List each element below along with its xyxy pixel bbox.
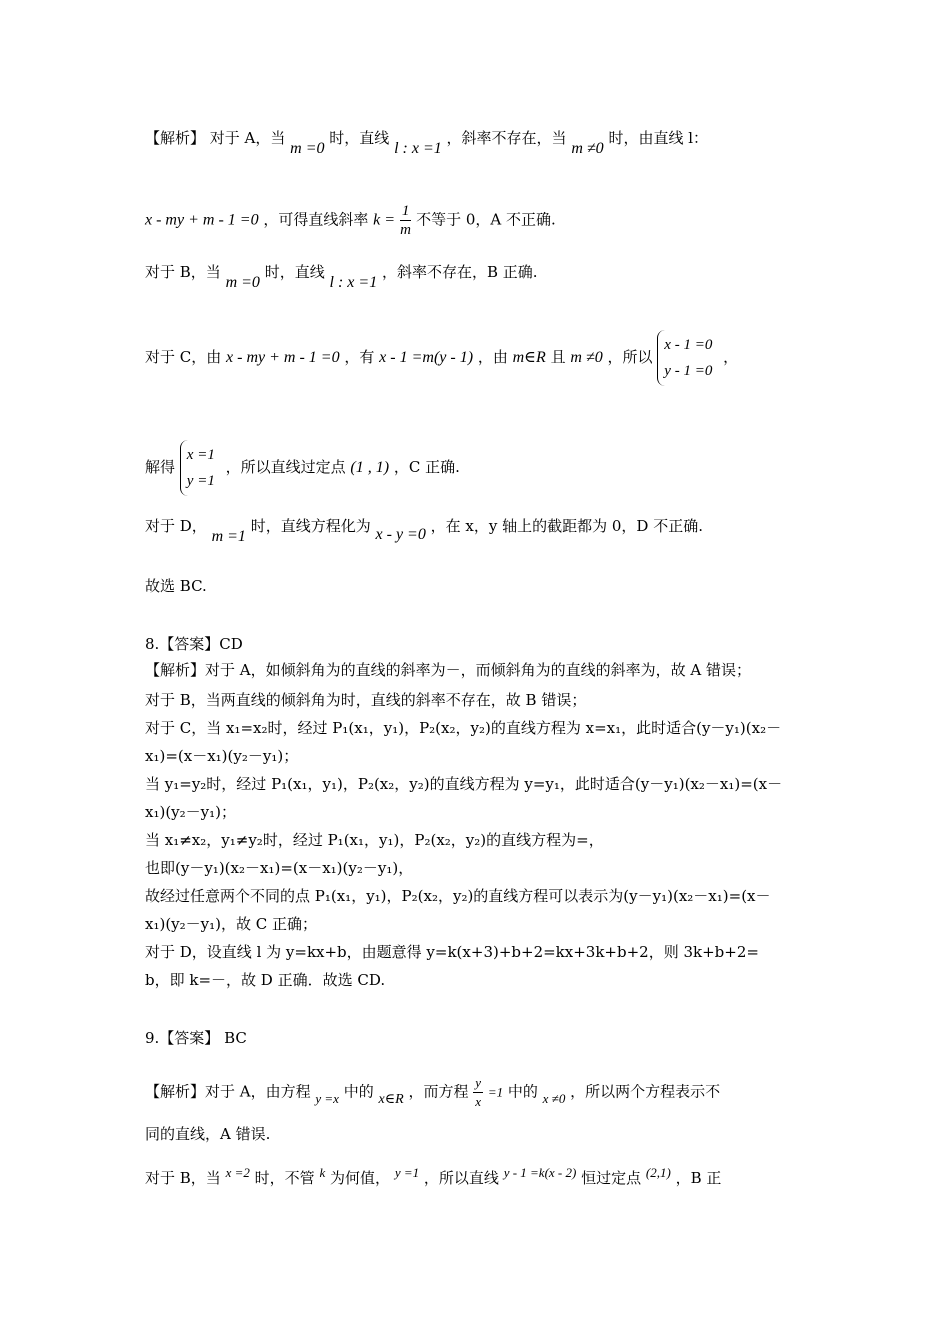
- sec7-line-6: [145, 516, 703, 545]
- text: 为何值，: [330, 1169, 391, 1187]
- math: x =2: [225, 1165, 250, 1180]
- sec8-p2: 对于 B，当两直线的倾斜角为时，直线的斜率不存在，故 B 错误；: [145, 691, 587, 709]
- math: l : x =1: [394, 140, 442, 157]
- text: 不等于 0，A 不正确.: [416, 210, 556, 229]
- text: 中的: [507, 1082, 538, 1101]
- equation: y =1: [186, 473, 215, 489]
- sec8-p7: 当 x₁≠x₂，y₁≠y₂时，经过 P₁(x₁，y₁)，P₂(x₂，y₂)的直线方程为=，: [145, 831, 604, 849]
- text: 时，直线方程化为: [250, 517, 371, 535]
- text: 【解析】对于 A，由方程: [145, 1082, 311, 1101]
- math: m =0: [225, 274, 260, 291]
- sec8-title: 8.【答案】CD: [145, 635, 243, 653]
- sec8-p12: b，即 k=－，故 D 正确．故选 CD.: [145, 971, 386, 989]
- math: x ≠0: [542, 1090, 566, 1106]
- math: y =x: [315, 1090, 339, 1106]
- sec9-line-2: 同的直线，A 错误.: [145, 1125, 271, 1143]
- text: 对于 B，当: [145, 263, 221, 281]
- text: 中的: [343, 1082, 374, 1101]
- equation: x =1: [186, 447, 215, 463]
- text: 且: [550, 348, 566, 366]
- sec7-line-1: [145, 128, 709, 157]
- sec7-line-4: [145, 330, 738, 386]
- text: ，所以直线: [423, 1169, 499, 1187]
- sec8-p11: 对于 D，设直线 l 为 y=kx+b，由题意得 y=k(x+3)+b+2=kx+3k+b+2，则 3k+b+2=: [145, 943, 759, 961]
- equation-system: [657, 330, 718, 386]
- math: =1: [487, 1084, 504, 1100]
- math: k =: [373, 211, 396, 229]
- text: ，斜率不存在，B 正确.: [381, 263, 538, 281]
- sec8-p8: 也即(y－y₁)(x₂－x₁)=(x－x₁)(y₂－y₁)，: [145, 859, 414, 877]
- equation: y - 1 =0: [664, 363, 713, 379]
- text: 【解析】 对于 A，当: [145, 129, 286, 147]
- math: x - y =0: [375, 526, 426, 543]
- math: k: [319, 1165, 326, 1180]
- math: y =1: [394, 1165, 420, 1180]
- text: ，所以: [607, 348, 653, 366]
- text: ，在 x，y 轴上的截距都为 0，D 不正确.: [430, 517, 703, 535]
- math: x - my + m - 1 =0: [226, 349, 340, 366]
- denominator: m: [400, 222, 411, 238]
- sec9-line-1: [145, 1074, 720, 1111]
- math: x - my + m - 1 =0: [145, 211, 259, 229]
- text: 时，不管: [254, 1169, 315, 1187]
- fraction: [400, 202, 412, 239]
- numerator: y: [473, 1074, 483, 1093]
- math: x - 1 =m(y - 1): [379, 349, 474, 366]
- text: ，所以直线过定点: [225, 458, 346, 476]
- math: m =0: [290, 140, 325, 157]
- math: y - 1 =k(x - 2): [503, 1165, 577, 1180]
- numerator: 1: [401, 203, 410, 219]
- denominator: x: [475, 1094, 482, 1109]
- math: m ≠0: [571, 140, 604, 157]
- math: m∈R: [512, 349, 546, 366]
- sec8-p5: 当 y₁=y₂时，经过 P₁(x₁，y₁)，P₂(x₂，y₂)的直线方程为 y=y₁，此时适合(y－y₁)(x₂－x₁)=(x－: [145, 775, 783, 793]
- text: 时，由直线 l：: [608, 129, 709, 147]
- equation-system: [180, 440, 221, 496]
- math: x∈R: [378, 1091, 404, 1107]
- math: l : x =1: [329, 274, 378, 291]
- fraction: [473, 1074, 483, 1111]
- sec8-p1: 【解析】对于 A，如倾斜角为的直线的斜率为－，而倾斜角为的直线的斜率为，故 A 错误；: [145, 661, 751, 679]
- text: 解得: [145, 458, 176, 476]
- sec8-p4: x₁)=(x－x₁)(y₂－y₁)；: [145, 747, 299, 765]
- text: 恒过定点: [581, 1169, 642, 1187]
- sec8-p3: 对于 C，当 x₁=x₂时，经过 P₁(x₁，y₁)，P₂(x₂，y₂)的直线方程为 x=x₁，此时适合(y－y₁)(x₂－: [145, 719, 782, 737]
- text: 时，直线: [264, 263, 325, 281]
- text: ，C 正确.: [393, 458, 460, 476]
- text: ，斜率不存在，当: [446, 129, 567, 147]
- text: ，: [723, 348, 739, 366]
- text: 对于 D，: [145, 517, 207, 535]
- text: 对于 C，由: [145, 348, 222, 366]
- sec7-line-7: 故选 BC.: [145, 577, 207, 595]
- equation: x - 1 =0: [664, 337, 713, 353]
- math: (2,1): [645, 1165, 671, 1180]
- sec8-p6: x₁)(y₂－y₁)；: [145, 803, 237, 821]
- sec8-p9: 故经过任意两个不同的点 P₁(x₁，y₁)，P₂(x₂，y₂)的直线方程可以表示为(y－y₁)(x₂－x₁)=(x－: [145, 887, 771, 905]
- sec8-p10: x₁)(y₂－y₁)，故 C 正确；: [145, 915, 318, 933]
- sec7-line-3: [145, 262, 538, 291]
- sec7-line-5: [145, 440, 460, 496]
- text: ，B 正: [675, 1169, 722, 1187]
- sec9-title: 9.【答案】 BC: [145, 1029, 247, 1047]
- sec7-line-2: [145, 202, 556, 239]
- text: 对于 B，当: [145, 1169, 221, 1187]
- text: ，可得直线斜率: [263, 210, 369, 229]
- math: (1 , 1): [350, 459, 390, 476]
- text: 时，直线: [329, 129, 390, 147]
- sec9-line-3: [145, 1165, 722, 1189]
- text: ，而方程: [408, 1082, 469, 1101]
- text: ，有: [344, 348, 375, 366]
- math: m ≠0: [570, 349, 603, 366]
- text: ，由: [477, 348, 508, 366]
- text: ，所以两个方程表示不: [570, 1082, 721, 1101]
- math: m =1: [211, 528, 246, 545]
